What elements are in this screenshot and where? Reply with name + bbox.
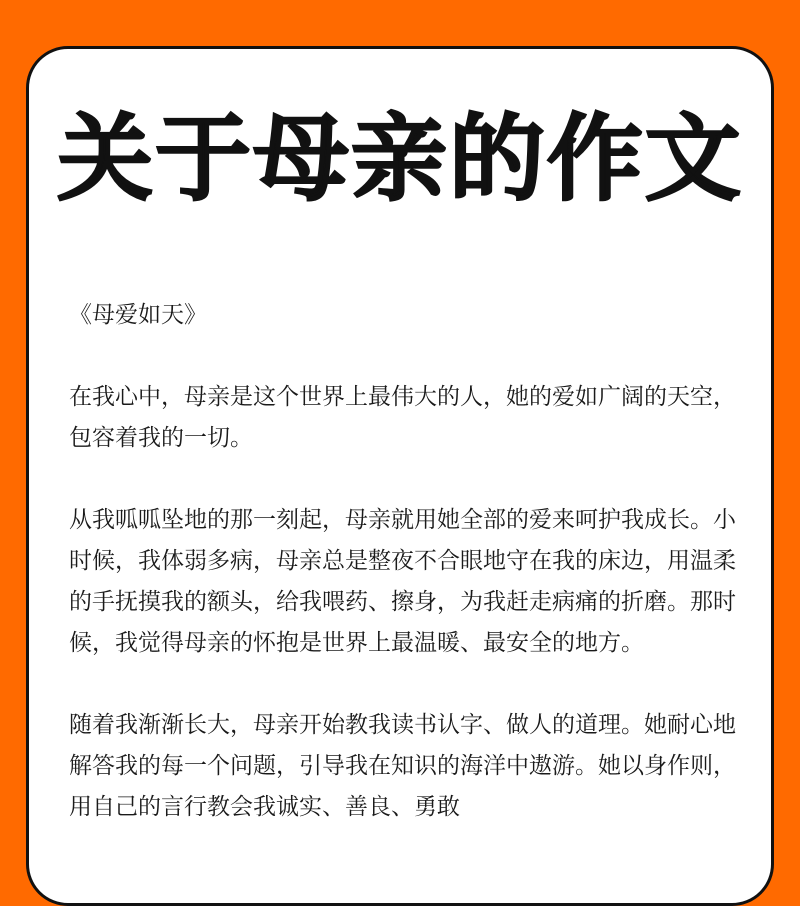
essay-heading: 《母爱如天》 bbox=[69, 302, 207, 328]
essay-paragraph-2: 从我呱呱坠地的那一刻起，母亲就用她全部的爱来呵护我成长。小时候，我体弱多病，母亲总是整夜不合眼地守在我的床边，用温柔的手抚摸我的额头，给我喂药、擦身，为我赶走病痛的折磨。那时候，我觉得母亲的怀抱是世界上最温暖、最安全的地方。 bbox=[69, 507, 736, 656]
essay-paragraph-3: 随着我渐渐长大，母亲开始教我读书认字、做人的道理。她耐心地解答我的每一个问题，引导我在知识的海洋中遨游。她以身作则，用自己的言行教会我诚实、善良、勇敢 bbox=[69, 712, 736, 820]
page-title: 关于母亲的作文 bbox=[57, 105, 743, 214]
essay-content bbox=[69, 295, 749, 869]
essay-paragraph-1: 在我心中，母亲是这个世界上最伟大的人，她的爱如广阔的天空，包容着我的一切。 bbox=[69, 384, 736, 451]
essay-card bbox=[26, 46, 774, 906]
